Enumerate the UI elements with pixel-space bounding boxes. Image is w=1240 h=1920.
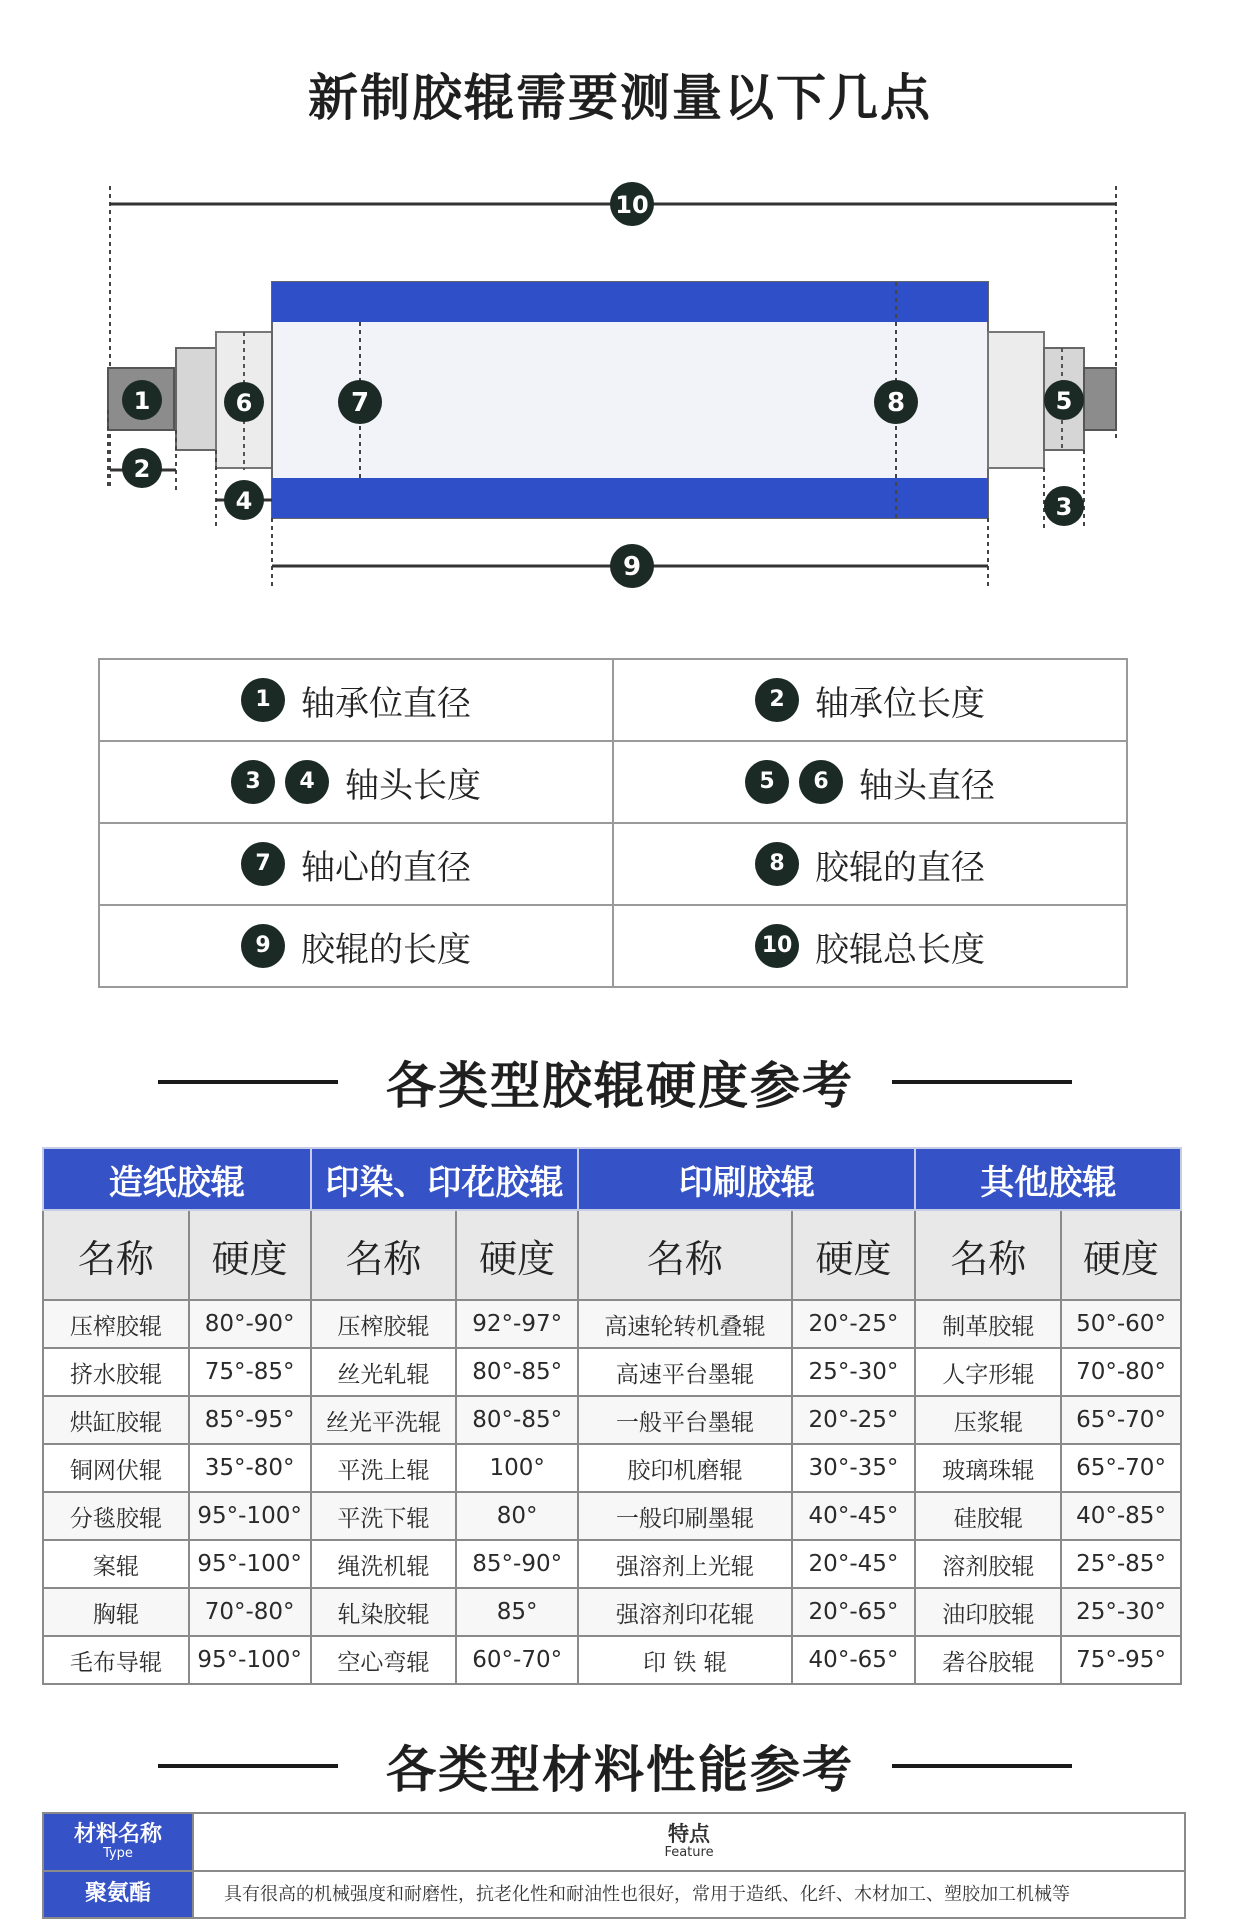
page-title: 新制胶辊需要测量以下几点 [308, 69, 932, 127]
materials-title-text: 各类型材料性能参考 [386, 1741, 854, 1799]
hardness-value-cell: 75°-85° [189, 1348, 311, 1396]
hardness-value-cell: 35°-80° [189, 1444, 311, 1492]
number-badge: 4 [285, 760, 329, 804]
material-row [43, 1871, 1185, 1918]
roller-name-cell: 分毯胶辊 [43, 1492, 189, 1540]
legend-cell [613, 905, 1127, 987]
hardness-value-cell: 25°-85° [1061, 1540, 1181, 1588]
roller-name-cell: 高速轮转机叠辊 [578, 1300, 791, 1348]
svg-text:3: 3 [1055, 493, 1073, 521]
hardness-value-cell: 20°-65° [792, 1588, 916, 1636]
hardness-value-cell: 25°-30° [792, 1348, 916, 1396]
hardness-value-cell: 70°-80° [1061, 1348, 1181, 1396]
feature-header-label: 特点 [668, 1822, 710, 1847]
legend-cell [613, 823, 1127, 905]
roller-name-cell: 案辊 [43, 1540, 189, 1588]
number-badge: 8 [755, 842, 799, 886]
roller-name-cell: 一般平台墨辊 [578, 1396, 791, 1444]
hardness-value-cell: 85°-90° [456, 1540, 578, 1588]
roller-name-cell: 挤水胶辊 [43, 1348, 189, 1396]
hardness-value-cell: 80°-85° [456, 1396, 578, 1444]
category-header: 印刷胶辊 [578, 1148, 915, 1210]
marker-6 [224, 382, 264, 422]
legend-cell [99, 741, 613, 823]
legend-row [99, 905, 1127, 987]
legend-label: 轴头直径 [859, 765, 995, 806]
hardness-section-title [0, 1046, 1240, 1116]
materials-table [42, 1812, 1186, 1919]
table-row [43, 1348, 1181, 1396]
svg-text:4: 4 [235, 487, 253, 515]
legend-label: 轴头长度 [345, 765, 481, 806]
legend-row [99, 659, 1127, 741]
table-row [43, 1444, 1181, 1492]
roller-name-cell: 印 铁 辊 [578, 1636, 791, 1684]
svg-text:5: 5 [1055, 387, 1073, 415]
material-name-header-en: Type [103, 1845, 133, 1861]
category-header: 其他胶辊 [915, 1148, 1181, 1210]
column-header-row [43, 1210, 1181, 1300]
table-row [43, 1300, 1181, 1348]
hardness-value-cell: 80°-90° [189, 1300, 311, 1348]
number-badge: 5 [745, 760, 789, 804]
legend-cell [99, 659, 613, 741]
legend-row [99, 741, 1127, 823]
number-badge: 1 [241, 678, 285, 722]
name-column-header: 名称 [578, 1210, 791, 1300]
legend-cell [613, 659, 1127, 741]
roller-name-cell: 丝光轧辊 [311, 1348, 457, 1396]
table-row [43, 1492, 1181, 1540]
title-divider-right [892, 1764, 1072, 1768]
hardness-value-cell: 60°-70° [456, 1636, 578, 1684]
number-badge: 9 [241, 924, 285, 968]
hardness-value-cell: 65°-70° [1061, 1396, 1181, 1444]
marker-2 [122, 448, 162, 488]
materials-section-title [0, 1730, 1240, 1800]
roller-name-cell: 油印胶辊 [915, 1588, 1061, 1636]
roller-name-cell: 压浆辊 [915, 1396, 1061, 1444]
roller-name-cell: 铜网伏辊 [43, 1444, 189, 1492]
legend-label: 轴承位长度 [815, 683, 985, 724]
legend-cell [613, 741, 1127, 823]
category-header: 印染、印花胶辊 [311, 1148, 579, 1210]
hardness-value-cell: 25°-30° [1061, 1588, 1181, 1636]
hardness-title-text: 各类型胶辊硬度参考 [386, 1057, 854, 1115]
roller-name-cell: 溶剂胶辊 [915, 1540, 1061, 1588]
hardness-column-header: 硬度 [792, 1210, 916, 1300]
hardness-table [42, 1147, 1182, 1685]
roller-name-cell: 压榨胶辊 [311, 1300, 457, 1348]
roller-name-cell: 轧染胶辊 [311, 1588, 457, 1636]
category-header: 造纸胶辊 [43, 1148, 311, 1210]
table-row [43, 1636, 1181, 1684]
table-row [43, 1396, 1181, 1444]
hardness-value-cell: 95°-100° [189, 1636, 311, 1684]
svg-text:2: 2 [133, 455, 151, 483]
table-row [43, 1588, 1181, 1636]
roller-cover-top [272, 282, 988, 322]
hardness-value-cell: 20°-25° [792, 1396, 916, 1444]
material-name: 聚氨酯 [43, 1871, 193, 1918]
material-name-header [43, 1813, 193, 1871]
hardness-value-cell: 80° [456, 1492, 578, 1540]
svg-text:8: 8 [886, 388, 906, 418]
legend-label: 胶辊的直径 [815, 847, 985, 888]
roller-name-cell: 平洗下辊 [311, 1492, 457, 1540]
title-divider-right [892, 1080, 1072, 1084]
roller-name-cell: 玻璃珠辊 [915, 1444, 1061, 1492]
roller-name-cell: 压榨胶辊 [43, 1300, 189, 1348]
hardness-value-cell: 70°-80° [189, 1588, 311, 1636]
number-badge: 10 [755, 924, 799, 968]
marker-3 [1044, 486, 1084, 526]
legend-cell [99, 823, 613, 905]
measurement-legend-table [98, 658, 1128, 988]
roller-name-cell: 人字形辊 [915, 1348, 1061, 1396]
number-badge: 7 [241, 842, 285, 886]
material-name-header-label: 材料名称 [73, 1821, 162, 1847]
hardness-value-cell: 75°-95° [1061, 1636, 1181, 1684]
hardness-value-cell: 20°-45° [792, 1540, 916, 1588]
material-feature: 具有很高的机械强度和耐磨性，抗老化性和耐油性也很好，常用于造纸、化纤、木材加工、塑胶加工机械等 [193, 1871, 1185, 1918]
marker-9 [610, 544, 654, 588]
number-badge: 2 [755, 678, 799, 722]
hardness-column-header: 硬度 [456, 1210, 578, 1300]
roller-name-cell: 烘缸胶辊 [43, 1396, 189, 1444]
hardness-value-cell: 85°-95° [189, 1396, 311, 1444]
table-row [43, 1540, 1181, 1588]
roller-name-cell: 砻谷胶辊 [915, 1636, 1061, 1684]
legend-label: 胶辊总长度 [815, 929, 985, 970]
hardness-value-cell: 80°-85° [456, 1348, 578, 1396]
marker-8 [874, 380, 918, 424]
roller-name-cell: 强溶剂印花辊 [578, 1588, 791, 1636]
roller-name-cell: 硅胶辊 [915, 1492, 1061, 1540]
hardness-value-cell: 20°-25° [792, 1300, 916, 1348]
legend-label: 轴心的直径 [301, 847, 471, 888]
number-badge: 3 [231, 760, 275, 804]
marker-1 [122, 380, 162, 420]
hardness-table-body [43, 1300, 1181, 1684]
marker-10 [610, 182, 654, 226]
roller-name-cell: 强溶剂上光辊 [578, 1540, 791, 1588]
hardness-value-cell: 40°-65° [792, 1636, 916, 1684]
hardness-value-cell: 85° [456, 1588, 578, 1636]
legend-row [99, 823, 1127, 905]
legend-label: 胶辊的长度 [301, 929, 471, 970]
hardness-value-cell: 30°-35° [792, 1444, 916, 1492]
svg-text:1: 1 [133, 387, 151, 415]
roller-cover-bottom [272, 478, 988, 518]
name-column-header: 名称 [915, 1210, 1061, 1300]
legend-label: 轴承位直径 [301, 683, 471, 724]
roller-name-cell: 空心弯辊 [311, 1636, 457, 1684]
hardness-value-cell: 92°-97° [456, 1300, 578, 1348]
svg-text:10: 10 [615, 191, 649, 219]
number-badge: 6 [799, 760, 843, 804]
roller-name-cell: 一般印刷墨辊 [578, 1492, 791, 1540]
roller-name-cell: 毛布导辊 [43, 1636, 189, 1684]
feature-header-en: Feature [664, 1845, 714, 1861]
hardness-value-cell: 95°-100° [189, 1492, 311, 1540]
svg-text:7: 7 [350, 388, 370, 418]
hardness-column-header: 硬度 [189, 1210, 311, 1300]
materials-header-row [43, 1813, 1185, 1871]
svg-text:6: 6 [235, 389, 253, 417]
hardness-value-cell: 65°-70° [1061, 1444, 1181, 1492]
hardness-value-cell: 40°-45° [792, 1492, 916, 1540]
hardness-value-cell: 40°-85° [1061, 1492, 1181, 1540]
marker-7 [338, 380, 382, 424]
svg-text:9: 9 [622, 552, 642, 582]
hardness-value-cell: 50°-60° [1061, 1300, 1181, 1348]
roller-name-cell: 胸辊 [43, 1588, 189, 1636]
name-column-header: 名称 [311, 1210, 457, 1300]
name-column-header: 名称 [43, 1210, 189, 1300]
hardness-column-header: 硬度 [1061, 1210, 1181, 1300]
marker-4 [224, 480, 264, 520]
roller-name-cell: 丝光平洗辊 [311, 1396, 457, 1444]
roller-name-cell: 制革胶辊 [915, 1300, 1061, 1348]
feature-header [193, 1813, 1185, 1871]
roller-diagram [0, 170, 1240, 610]
roller-name-cell: 平洗上辊 [311, 1444, 457, 1492]
legend-cell [99, 905, 613, 987]
marker-5 [1044, 380, 1084, 420]
roller-name-cell: 绳洗机辊 [311, 1540, 457, 1588]
hardness-value-cell: 95°-100° [189, 1540, 311, 1588]
roller-name-cell: 高速平台墨辊 [578, 1348, 791, 1396]
roller-name-cell: 胶印机磨辊 [578, 1444, 791, 1492]
category-header-row [43, 1148, 1181, 1210]
hardness-value-cell: 100° [456, 1444, 578, 1492]
